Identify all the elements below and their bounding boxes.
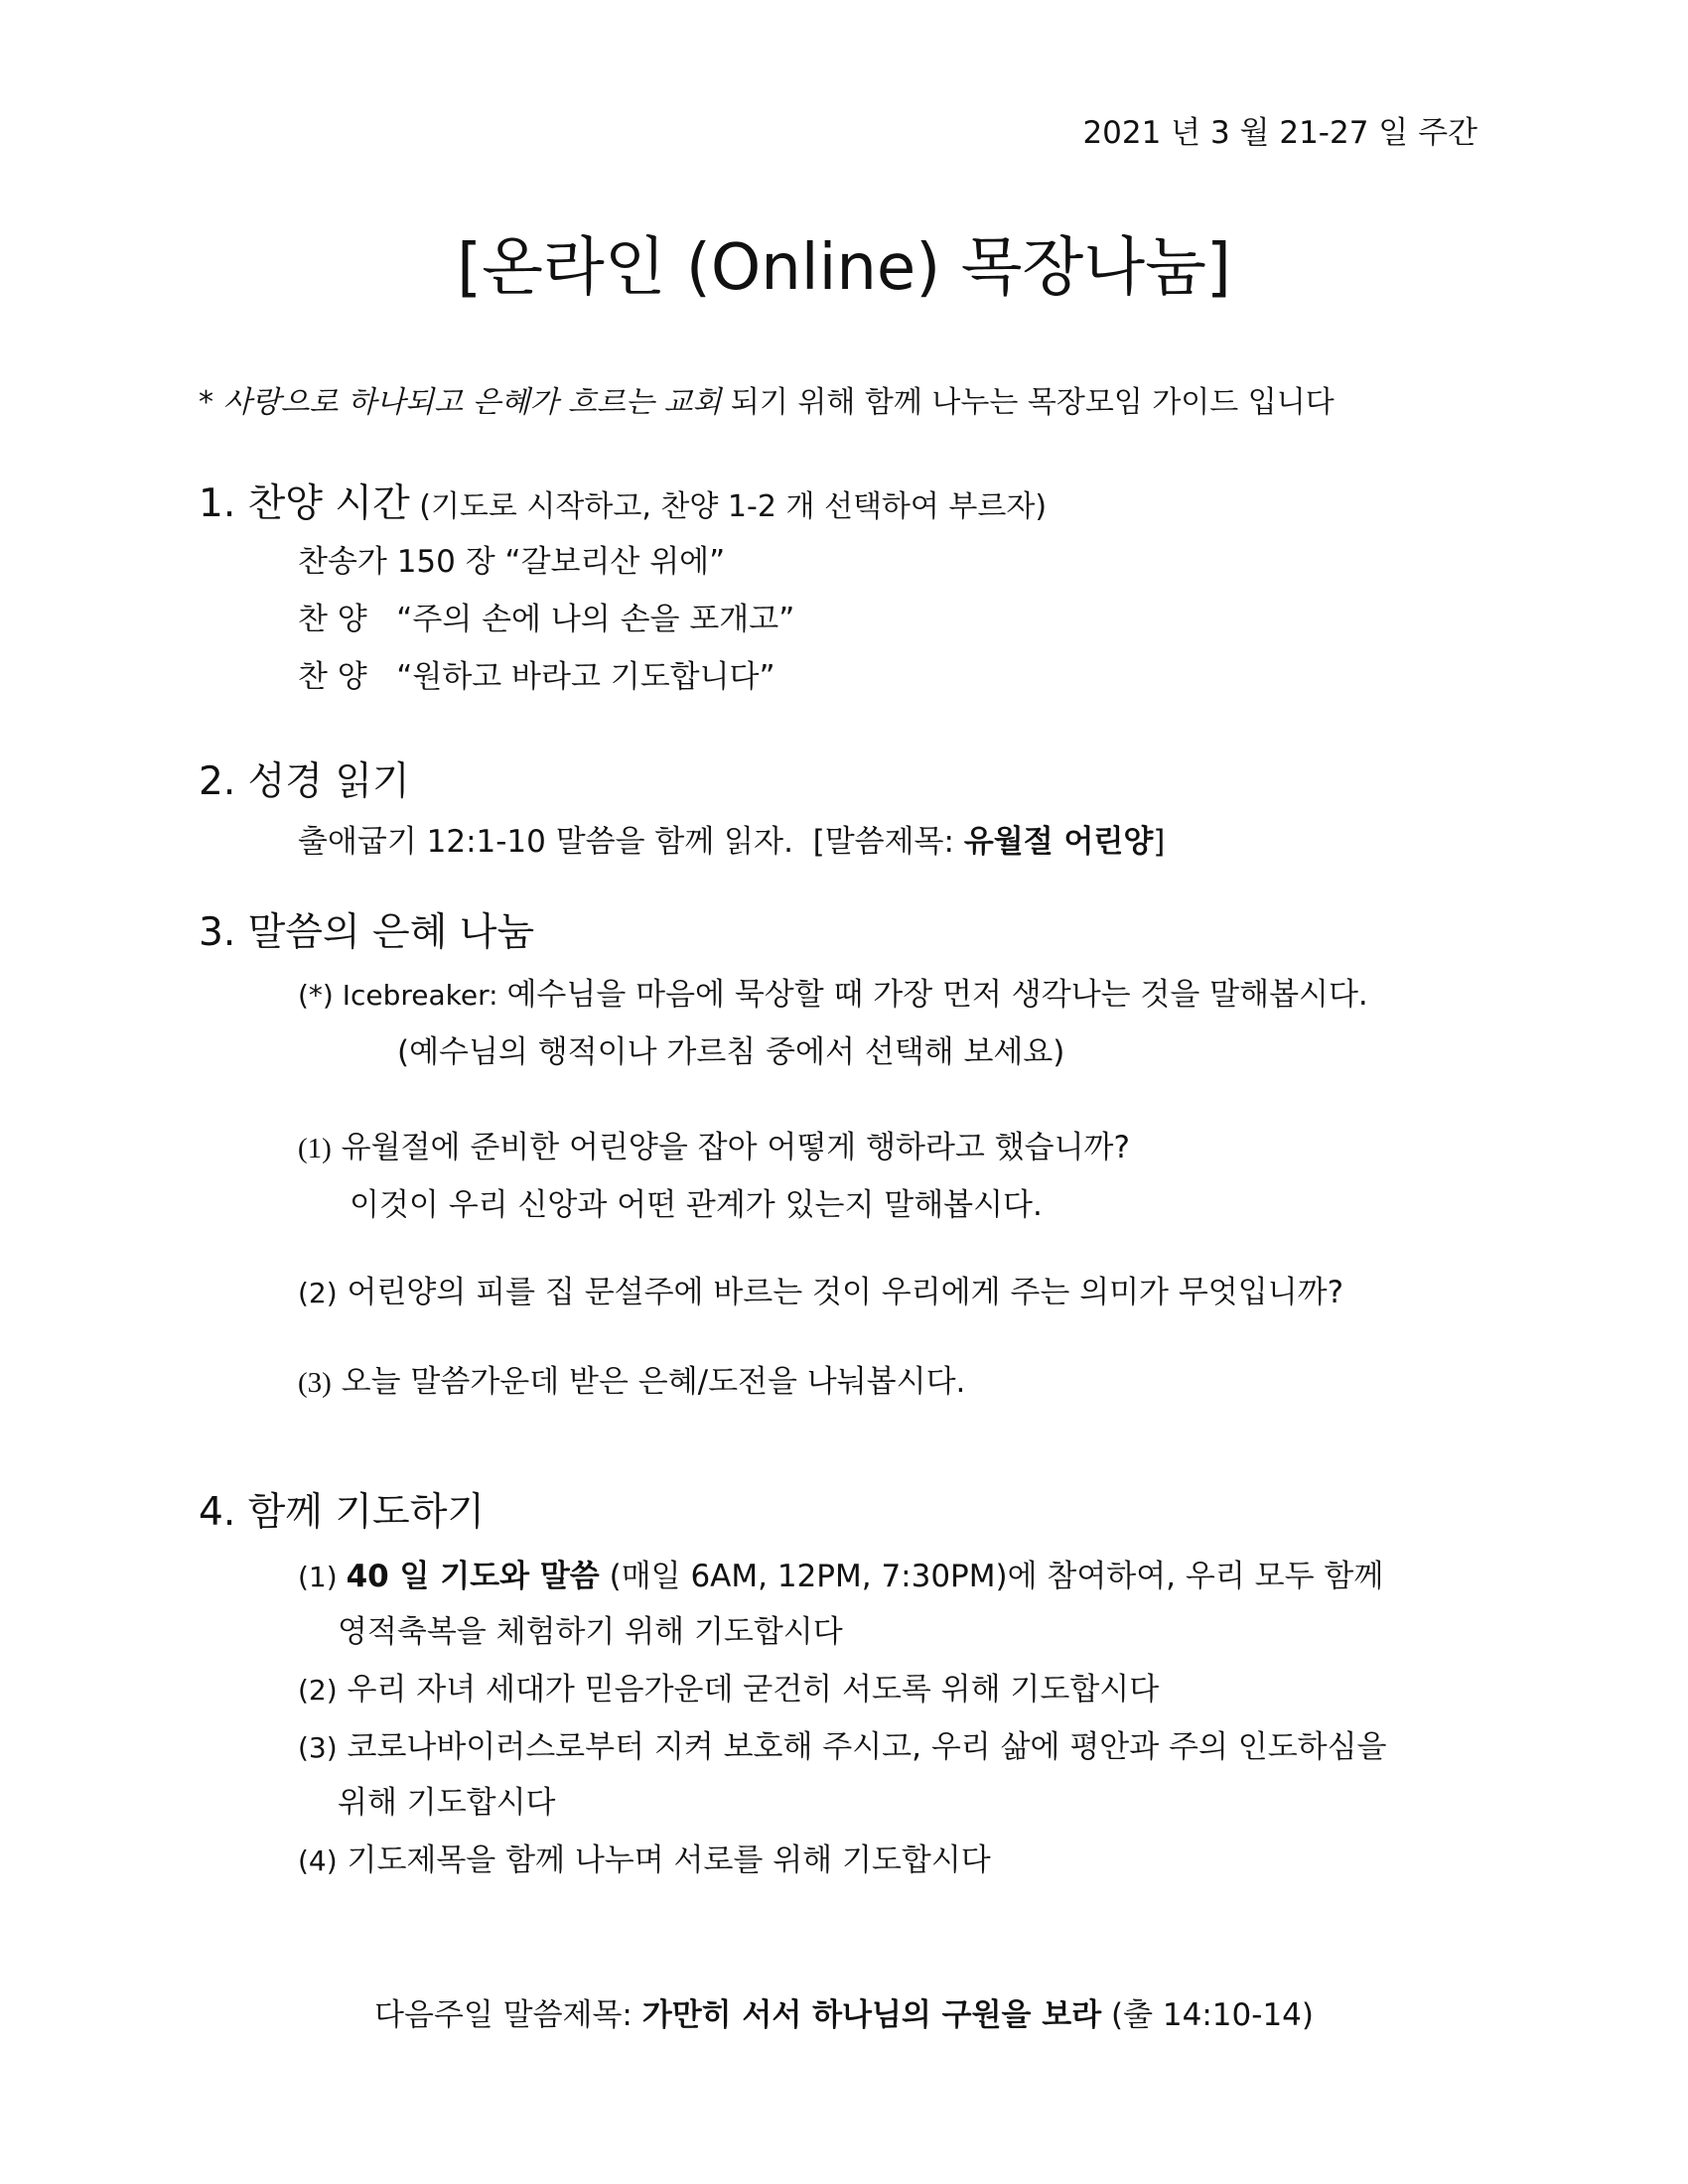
icebreaker-subtext: (예수님의 행적이나 가르침 중에서 선택해 보세요) bbox=[397, 1034, 1065, 1070]
section-prayer-heading: 4. 함께 기도하기 bbox=[199, 1490, 486, 1535]
prayer-3 bbox=[298, 1721, 1386, 1766]
prayer-3-continuation: 위해 기도합시다 bbox=[338, 1785, 556, 1821]
sermon-title: 유월절 어린양 bbox=[963, 824, 1154, 860]
intro-line bbox=[199, 377, 1335, 421]
section-sharing-heading: 3. 말씀의 은혜 나눔 bbox=[199, 910, 535, 955]
intro-italic: 사랑으로 하나되고 은혜가 흐르는 교회 bbox=[222, 385, 722, 420]
next-week-label: 다음주일 말씀제목: bbox=[374, 1997, 642, 2033]
prayer-1-number: (1) bbox=[298, 1561, 347, 1593]
page-title: [온라인 (Online) 목장나눔] bbox=[457, 231, 1231, 305]
week-date: 2021 년 3 월 21-27 일 주간 bbox=[1082, 115, 1477, 151]
icebreaker-line bbox=[298, 969, 1368, 1014]
praise-song-1: 찬 양 “주의 손에 나의 손을 포개고” bbox=[298, 602, 795, 637]
next-week-sermon bbox=[0, 1989, 1688, 2034]
question-3-number: (3) bbox=[298, 1367, 332, 1399]
question-1 bbox=[298, 1122, 1130, 1166]
reading-close: ] bbox=[1153, 824, 1166, 860]
question-2-number: (2) bbox=[298, 1277, 338, 1309]
question-1-continuation: 이것이 우리 신앙과 어떤 관계가 있는지 말해봅시다. bbox=[350, 1187, 1043, 1223]
prayer-1-continuation: 영적축복을 체험하기 위해 기도합시다 bbox=[338, 1614, 843, 1650]
prayer-4 bbox=[298, 1835, 991, 1879]
next-week-reference: (출 14:10-14) bbox=[1101, 1997, 1314, 2033]
prayer-3-text: 코로나바이러스로부터 지켜 보호해 주시고, 우리 삶에 평안과 주의 인도하심을 bbox=[337, 1729, 1387, 1765]
intro-star: * bbox=[199, 385, 223, 420]
reading-text: 출애굽기 12:1-10 말씀을 함께 읽자. [말씀제목: bbox=[298, 824, 964, 860]
prayer-2 bbox=[298, 1664, 1159, 1708]
prayer-1-text: (매일 6AM, 12PM, 7:30PM)에 참여하여, 우리 모두 함께 bbox=[599, 1559, 1384, 1594]
prayer-2-number: (2) bbox=[298, 1674, 338, 1706]
intro-rest: 되기 위해 함께 나누는 목장모임 가이드 입니다 bbox=[721, 385, 1335, 420]
question-2 bbox=[298, 1267, 1343, 1311]
section-reading-heading: 2. 성경 읽기 bbox=[199, 759, 410, 804]
question-3 bbox=[298, 1356, 965, 1401]
next-week-title: 가만히 서서 하나님의 구원을 보라 bbox=[641, 1997, 1102, 2033]
prayer-1 bbox=[298, 1551, 1383, 1595]
question-1-text: 유월절에 준비한 어린양을 잡아 어떻게 행하라고 했습니까? bbox=[331, 1130, 1130, 1165]
question-1-number: (1) bbox=[298, 1133, 332, 1164]
icebreaker-text: 예수님을 마음에 묵상할 때 가장 먼저 생각나는 것을 말해봅시다. bbox=[506, 977, 1368, 1013]
scripture-reading bbox=[298, 816, 1165, 861]
section-praise-heading bbox=[199, 473, 1047, 528]
question-3-text: 오늘 말씀가운데 받은 은혜/도전을 나눠봅시다. bbox=[331, 1364, 966, 1400]
praise-song-2: 찬 양 “원하고 바라고 기도합니다” bbox=[298, 659, 775, 695]
prayer-2-text: 우리 자녀 세대가 믿음가운데 굳건히 서도록 위해 기도합시다 bbox=[337, 1672, 1160, 1707]
question-2-text: 어린양의 피를 집 문설주에 바르는 것이 우리에게 주는 의미가 무엇입니까? bbox=[337, 1275, 1344, 1310]
section-praise-subtitle: (기도로 시작하고, 찬양 1-2 개 선택하여 부르자) bbox=[409, 489, 1048, 524]
prayer-1-bold: 40 일 기도와 말씀 bbox=[346, 1559, 600, 1594]
prayer-4-number: (4) bbox=[298, 1844, 338, 1877]
section-praise-title: 1. 찬양 시간 bbox=[199, 481, 410, 526]
prayer-3-number: (3) bbox=[298, 1731, 338, 1764]
hymn-line: 찬송가 150 장 “갈보리산 위에” bbox=[298, 544, 726, 580]
prayer-4-text: 기도제목을 함께 나누며 서로를 위해 기도합시다 bbox=[337, 1843, 991, 1878]
icebreaker-label: (*) Icebreaker: bbox=[298, 979, 507, 1012]
